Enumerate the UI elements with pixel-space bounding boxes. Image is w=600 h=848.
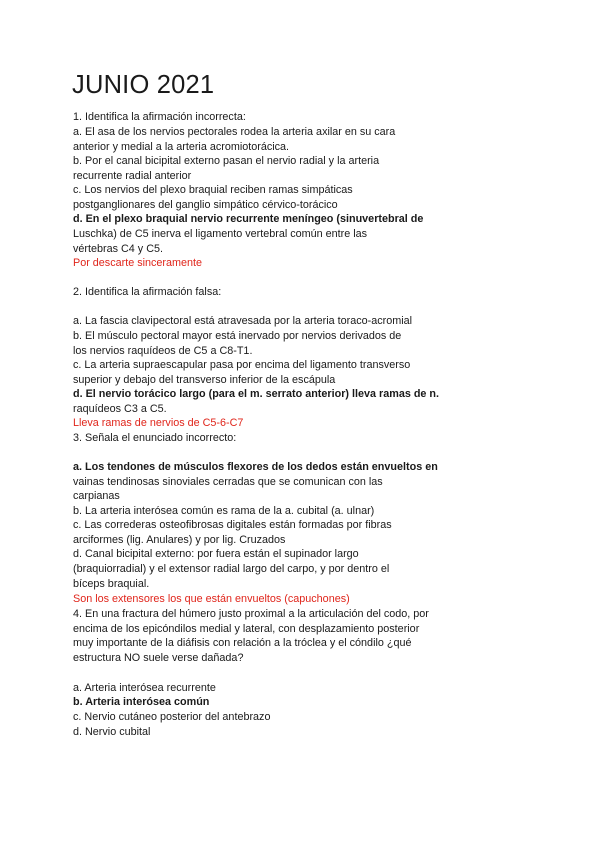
q3-option-c-line1: c. Las correderas osteofibrosas digitales están formadas por fibras	[73, 519, 392, 531]
q4-option-b-answer: b. Arteria interósea común	[73, 696, 210, 708]
q4-stem-line3: muy importante de la diáfisis con relación a la tróclea y el cóndilo ¿qué	[73, 637, 412, 649]
q2-option-d-answer: d. El nervio torácico largo (para el m. serrato anterior) lleva ramas de n.	[73, 388, 440, 400]
q2-option-c-line2: superior y debajo del transverso inferior de la escápula	[73, 374, 336, 386]
q3-option-a-line3: carpianas	[73, 490, 120, 502]
q1-note: Por descarte sinceramente	[73, 257, 203, 269]
q1-option-d-line3: vértebras C4 y C5.	[73, 243, 164, 255]
q3-option-c-line2: arciformes (lig. Anulares) y por lig. Cruzados	[73, 534, 286, 546]
q2-option-a: a. La fascia clavipectoral está atravesada por la arteria toraco-acromial	[73, 315, 413, 327]
q4-option-c: c. Nervio cutáneo posterior del antebrazo	[73, 711, 271, 723]
q4-stem-line2: encima de los epicóndilos medial y lateral, con desplazamiento posterior	[73, 623, 420, 635]
q3-stem: 3. Señala el enunciado incorrecto:	[73, 432, 237, 444]
q1-option-b-line1: b. Por el canal bicipital externo pasan el nervio radial y la arteria	[73, 155, 380, 167]
q4-option-d: d. Nervio cubital	[73, 726, 151, 738]
q2-option-d-line2: raquídeos C3 a C5.	[73, 403, 167, 415]
q1-option-d-line2: Luschka) de C5 inerva el ligamento vertebral común entre las	[73, 228, 368, 240]
page-title: JUNIO 2021	[72, 71, 215, 99]
q2-option-b-line2: los nervios raquídeos de C5 a C8-T1.	[73, 345, 253, 357]
q4-stem-line1: 4. En una fractura del húmero justo proximal a la articulación del codo, por	[73, 608, 429, 620]
q4-option-a: a. Arteria interósea recurrente	[73, 682, 216, 694]
q3-option-d-line2: (braquiorradial) y el extensor radial largo del carpo, y por dentro el	[73, 563, 390, 575]
q1-option-c-line1: c. Los nervios del plexo braquial reciben ramas simpáticas	[73, 184, 353, 196]
q3-note: Son los extensores los que están envueltos (capuchones)	[73, 593, 350, 605]
q2-option-c-line1: c. La arteria supraescapular pasa por encima del ligamento transverso	[73, 359, 411, 371]
q1-option-a-line2: anterior y medial a la arteria acromiotorácica.	[73, 141, 290, 153]
q2-option-b-line1: b. El músculo pectoral mayor está inervado por nervios derivados de	[73, 330, 402, 342]
q3-option-d-line1: d. Canal bicipital externo: por fuera están el supinador largo	[73, 548, 359, 560]
q2-note: Lleva ramas de nervios de C5-6-C7	[73, 417, 244, 429]
q1-stem: 1. Identifica la afirmación incorrecta:	[73, 111, 246, 123]
q3-option-a-answer: a. Los tendones de músculos flexores de los dedos están envueltos en	[73, 461, 438, 473]
q1-option-a-line1: a. El asa de los nervios pectorales rodea la arteria axilar en su cara	[73, 126, 396, 138]
q3-option-b: b. La arteria interósea común es rama de la a. cubital (a. ulnar)	[73, 505, 375, 517]
q1-option-b-line2: recurrente radial anterior	[73, 170, 192, 182]
q3-option-d-line3: bíceps braquial.	[73, 578, 150, 590]
q4-stem-line4: estructura NO suele verse dañada?	[73, 652, 244, 664]
q1-option-d-answer: d. En el plexo braquial nervio recurrente meníngeo (sinuvertebral de	[73, 213, 424, 225]
q1-option-c-line2: postganglionares del ganglio simpático cérvico-torácico	[73, 199, 338, 211]
q3-option-a-line2: vainas tendinosas sinoviales cerradas que se comunican con las	[73, 476, 383, 488]
q2-stem: 2. Identifica la afirmación falsa:	[73, 286, 222, 298]
